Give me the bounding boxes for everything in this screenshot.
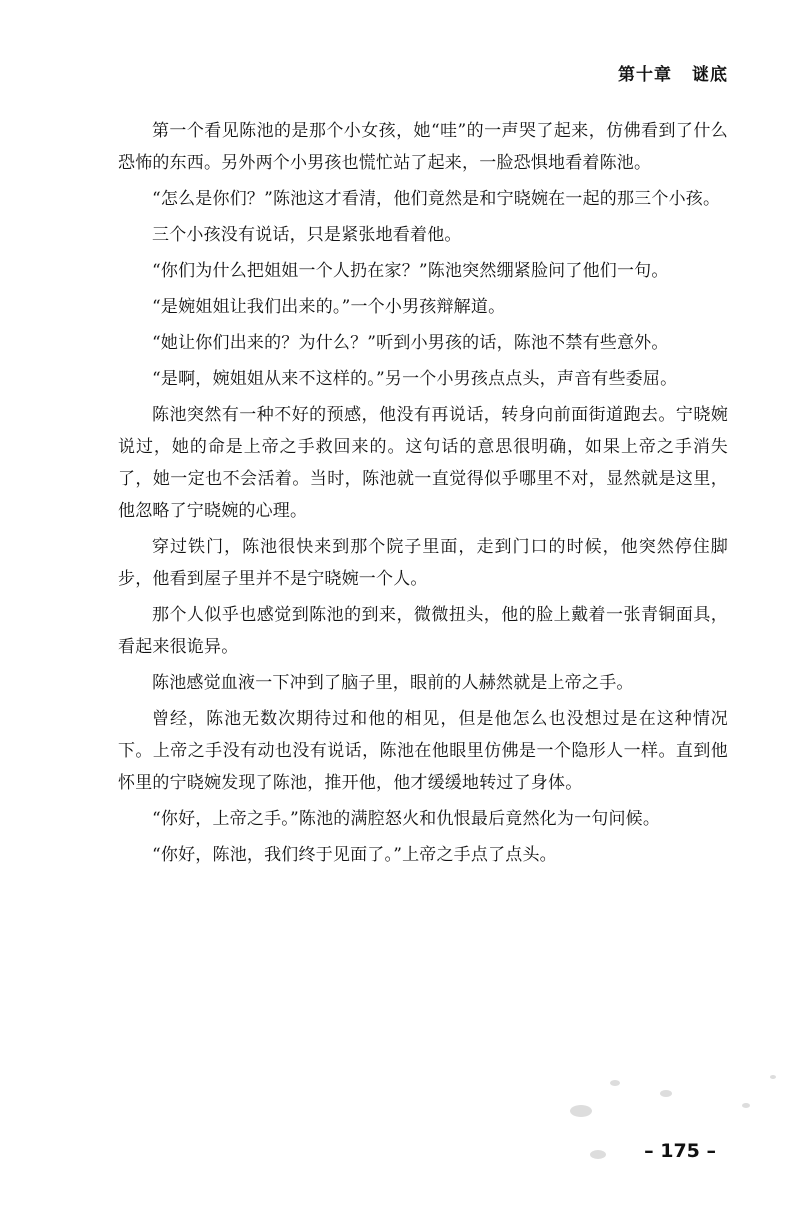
body-text: [118, 115, 728, 871]
scan-speck: [590, 1150, 606, 1159]
scan-speck: [610, 1080, 620, 1086]
paragraph: 那个人似乎也感觉到陈池的到来，微微扭头，他的脸上戴着一张青铜面具，看起来很诡异。: [118, 605, 728, 657]
scan-speck: [570, 1105, 592, 1117]
paragraph: 穿过铁门，陈池很快来到那个院子里面，走到门口的时候，他突然停住脚步，他看到屋子里并不是宁晓婉一个人。: [118, 537, 728, 589]
paragraph: 陈池感觉血液一下冲到了脑子里，眼前的人赫然就是上帝之手。: [152, 673, 634, 693]
paragraph: 三个小孩没有说话，只是紧张地看着他。: [152, 225, 462, 245]
paragraph: 陈池突然有一种不好的预感，他没有再说话，转身向前面街道跑去。宁晓婉说过，她的命是上帝之手救回来的。这句话的意思很明确，如果上帝之手消失了，她一定也不会活着。当时，陈池就一直觉得似乎哪里不对，显然就是这里，他忽略了宁晓婉的心理。: [118, 405, 728, 521]
paragraph: 第一个看见陈池的是那个小女孩，她“哇”的一声哭了起来，仿佛看到了什么恐怖的东西。另外两个小男孩也慌忙站了起来，一脸恐惧地看着陈池。: [118, 121, 728, 173]
scan-speck: [742, 1103, 750, 1108]
paragraph: “你好，上帝之手。”陈池的满腔怒火和仇恨最后竟然化为一句问候。: [152, 809, 661, 829]
paragraph: “她让你们出来的？为什么？”听到小男孩的话，陈池不禁有些意外。: [152, 333, 669, 353]
paragraph: “是婉姐姐让我们出来的。”一个小男孩辩解道。: [152, 297, 506, 317]
chapter-number: 第十章: [618, 65, 672, 85]
running-header: [618, 60, 728, 85]
paragraph: “你好，陈池，我们终于见面了。”上帝之手点了点头。: [152, 845, 557, 865]
scan-speck: [660, 1090, 672, 1097]
scan-speck: [770, 1075, 776, 1079]
paragraph: “是啊，婉姐姐从来不这样的。”另一个小男孩点点头，声音有些委屈。: [152, 369, 678, 389]
paragraph: “你们为什么把姐姐一个人扔在家？”陈池突然绷紧脸问了他们一句。: [152, 261, 669, 281]
chapter-title: 谜底: [692, 65, 728, 85]
paragraph: “怎么是你们？”陈池这才看清，他们竟然是和宁晓婉在一起的那三个小孩。: [152, 189, 721, 209]
paragraph: 曾经，陈池无数次期待过和他的相见，但是他怎么也没想过是在这种情况下。上帝之手没有动也没有说话，陈池在他眼里仿佛是一个隐形人一样。直到他怀里的宁晓婉发现了陈池，推开他，他才缓缓地转过了身体。: [118, 709, 728, 793]
page-number: – 175 –: [644, 1140, 716, 1162]
